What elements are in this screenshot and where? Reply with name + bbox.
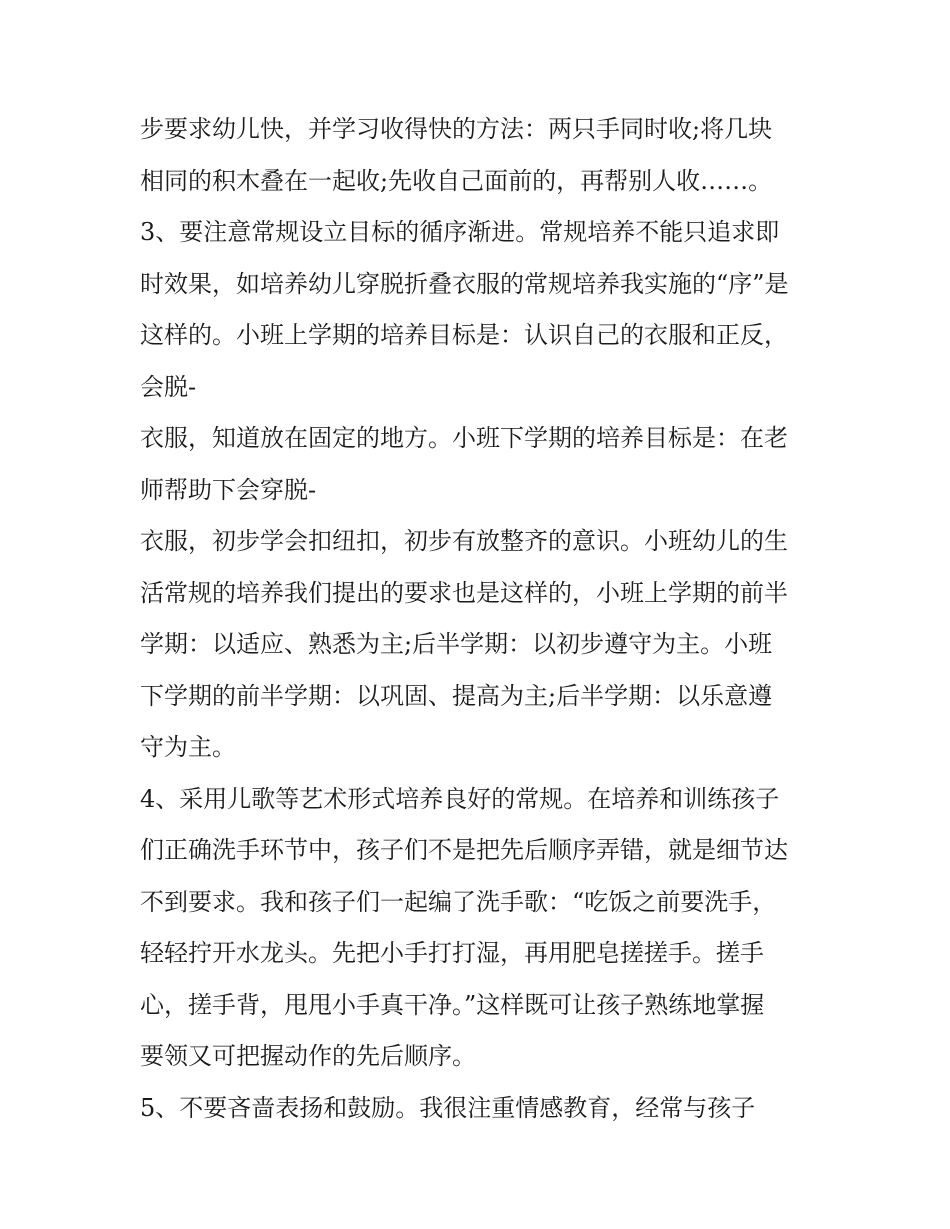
text-line: 们正确洗手环节中，孩子们不是把先后顺序弄错，就是细节达	[140, 836, 788, 864]
text-line: 时效果，如培养幼儿穿脱折叠衣服的常规培养我实施的“序”是	[140, 269, 789, 298]
text-line: 相同的积木叠在一起收;先收自己面前的，再帮别人收……。	[140, 166, 773, 195]
text-line: 要领又可把握动作的先后顺序。	[140, 1042, 476, 1070]
text-line: 步要求幼儿快，并学习收得快的方法：两只手同时收;将几块	[140, 115, 773, 143]
text-line: 会脱-	[140, 372, 197, 401]
text-line: 4、采用儿歌等艺术形式培养良好的常规。在培养和训练孩子	[140, 784, 780, 813]
text-line: 守为主。	[140, 733, 236, 761]
text-line: 师帮助下会穿脱-	[140, 475, 317, 504]
text-line: 活常规的培养我们提出的要求也是这样的，小班上学期的前半	[140, 578, 788, 607]
text-line: 5、不要吝啬表扬和鼓励。我很注重情感教育，经常与孩子	[140, 1093, 756, 1122]
body-text	[140, 104, 820, 1134]
text-line: 心，搓手背，甩甩小手真干净。”这样既可让孩子熟练地掌握	[140, 990, 765, 1019]
text-line: 3、要注意常规设立目标的循序渐进。常规培养不能只追求即	[140, 218, 780, 246]
text-line: 衣服，知道放在固定的地方。小班下学期的培养目标是：在老	[140, 424, 788, 452]
text-line: 衣服，初步学会扣纽扣，初步有放整齐的意识。小班幼儿的生	[140, 527, 788, 555]
text-line: 不到要求。我和孩子们一起编了洗手歌：“吃饭之前要洗手，	[140, 887, 777, 916]
text-line: 轻轻拧开水龙头。先把小手打打湿，再用肥皂搓搓手。搓手	[140, 939, 764, 967]
text-line: 这样的。小班上学期的培养目标是：认识自己的衣服和正反，	[140, 321, 788, 349]
text-line: 下学期的前半学期：以巩固、提高为主;后半学期：以乐意遵	[140, 681, 773, 710]
text-line: 学期：以适应、熟悉为主;后半学期：以初步遵守为主。小班	[140, 630, 773, 658]
